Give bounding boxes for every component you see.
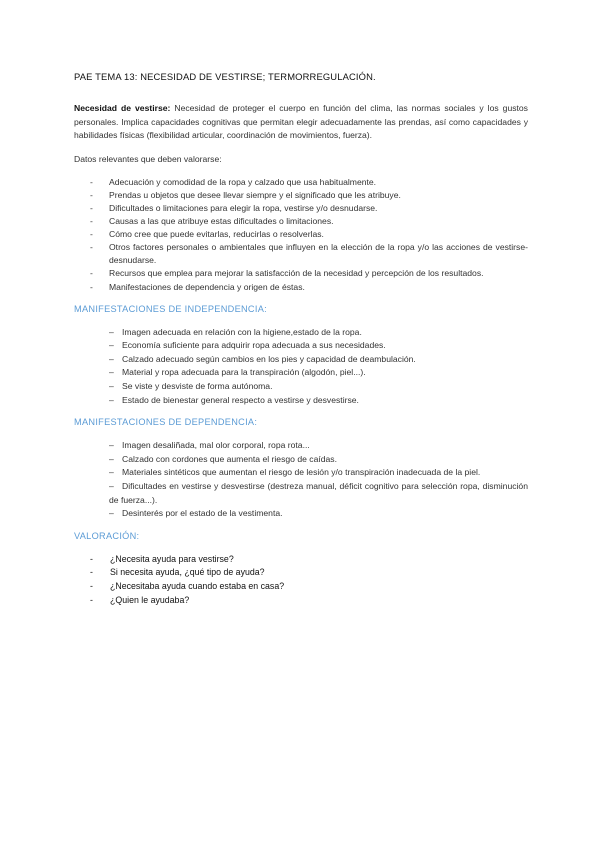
- list-item: – Material y ropa adecuada para la transpiración (algodón, piel...).: [74, 366, 528, 380]
- list-item: - Causas a las que atribuye estas dificultades o limitaciones.: [74, 215, 528, 228]
- list-item: - ¿Necesita ayuda para vestirse?: [74, 553, 528, 567]
- dash-bullet: -: [90, 189, 93, 200]
- list-item: - ¿Quien le ayudaba?: [74, 594, 528, 608]
- valoracion-list: [74, 553, 528, 607]
- datos-lead: Datos relevantes que deben valorarse:: [74, 153, 222, 164]
- list-item: - Si necesita ayuda, ¿qué tipo de ayuda?: [74, 566, 528, 580]
- dash-bullet: -: [90, 229, 93, 240]
- em-dash-bullet: –: [109, 394, 114, 405]
- em-dash-bullet: –: [109, 440, 114, 451]
- dash-bullet: -: [90, 202, 93, 213]
- dash-bullet: -: [90, 268, 93, 279]
- list-item: – Calzado adecuado según cambios en los pies y capacidad de deambulación.: [74, 353, 528, 367]
- list-item: – Imagen desaliñada, mal olor corporal, ropa rota...: [74, 439, 528, 453]
- em-dash-bullet: –: [109, 340, 114, 351]
- dash-bullet: -: [90, 176, 93, 187]
- dash-bullet: -: [90, 580, 93, 591]
- list-item: - Otros factores personales o ambientales que influyen en la elección de la ropa y/o las acciones de vestirse-desnudarse.: [90, 242, 528, 266]
- definition-term: Necesidad de vestirse:: [74, 103, 171, 113]
- em-dash-bullet: –: [109, 467, 114, 478]
- list-item: – Estado de bienestar general respecto a vestirse y desvestirse.: [74, 394, 528, 408]
- em-dash-bullet: –: [109, 381, 114, 391]
- valoracion-heading: VALORACIÓN:: [74, 530, 140, 541]
- independencia-list: [74, 326, 528, 408]
- em-dash-bullet: –: [109, 508, 114, 519]
- dash-bullet: -: [90, 242, 93, 253]
- list-item: – Materiales sintéticos que aumentan el riesgo de lesión y/o transpiración inadecuada de la piel.: [74, 466, 528, 480]
- datos-list: [74, 176, 528, 294]
- dependencia-list: [74, 439, 528, 521]
- definition-paragraph: [74, 102, 528, 143]
- em-dash-bullet: –: [109, 353, 114, 364]
- dash-bullet: -: [90, 281, 93, 292]
- list-item: – Calzado con cordones que aumenta el riesgo de caídas.: [74, 453, 528, 467]
- list-item: - ¿Necesitaba ayuda cuando estaba en casa?: [74, 580, 528, 594]
- list-item: - Cómo cree que puede evitarlas, reducirlas o resolverlas.: [74, 228, 528, 241]
- em-dash-bullet: –: [109, 453, 114, 464]
- em-dash-bullet: –: [109, 367, 114, 378]
- list-item: – Economía suficiente para adquirir ropa adecuada a sus necesidades.: [74, 339, 528, 353]
- list-item: - Adecuación y comodidad de la ropa y calzado que usa habitualmente.: [74, 176, 528, 189]
- document-title: PAE TEMA 13: NECESIDAD DE VESTIRSE; TERMORREGULACIÓN.: [74, 71, 376, 82]
- em-dash-bullet: –: [109, 326, 114, 337]
- list-item: - Dificultades o limitaciones para elegir la ropa, vestirse y/o desnudarse.: [74, 202, 528, 215]
- list-item: - Prendas u objetos que desee llevar siempre y el significado que les atribuye.: [74, 189, 528, 202]
- independencia-heading: MANIFESTACIONES DE INDEPENDENCIA:: [74, 303, 267, 314]
- dependencia-heading: MANIFESTACIONES DE DEPENDENCIA:: [74, 417, 258, 428]
- list-item: – Desinterés por el estado de la vestimenta.: [74, 507, 528, 521]
- dash-bullet: -: [90, 216, 93, 227]
- em-dash-bullet: –: [109, 480, 114, 491]
- list-item: – Imagen adecuada en relación con la higiene,estado de la ropa.: [74, 326, 528, 340]
- list-item: - Recursos que emplea para mejorar la satisfacción de la necesidad y percepción de los resultados.: [74, 267, 528, 280]
- dash-bullet: -: [90, 567, 93, 578]
- document-page: [74, 71, 528, 607]
- dash-bullet: -: [90, 553, 93, 564]
- dash-bullet: -: [90, 594, 93, 605]
- list-item: – Se viste y desviste de forma autónoma.: [74, 380, 528, 394]
- list-item: – Dificultades en vestirse y desvestirse (destreza manual, déficit cognitivo para selección ropa, disminución de fuerza...).: [109, 480, 528, 505]
- definition-text: Necesidad de proteger el cuerpo en función del clima, las normas sociales y los gustos personales. Implica capacidades cognitivas que permitan elegir adecuadamente las prendas, así como capacidades y habilidades físicas (flexibilidad articular, coordinación de movimientos, fuerza).: [74, 103, 528, 141]
- list-item: - Manifestaciones de dependencia y origen de éstas.: [74, 281, 528, 294]
